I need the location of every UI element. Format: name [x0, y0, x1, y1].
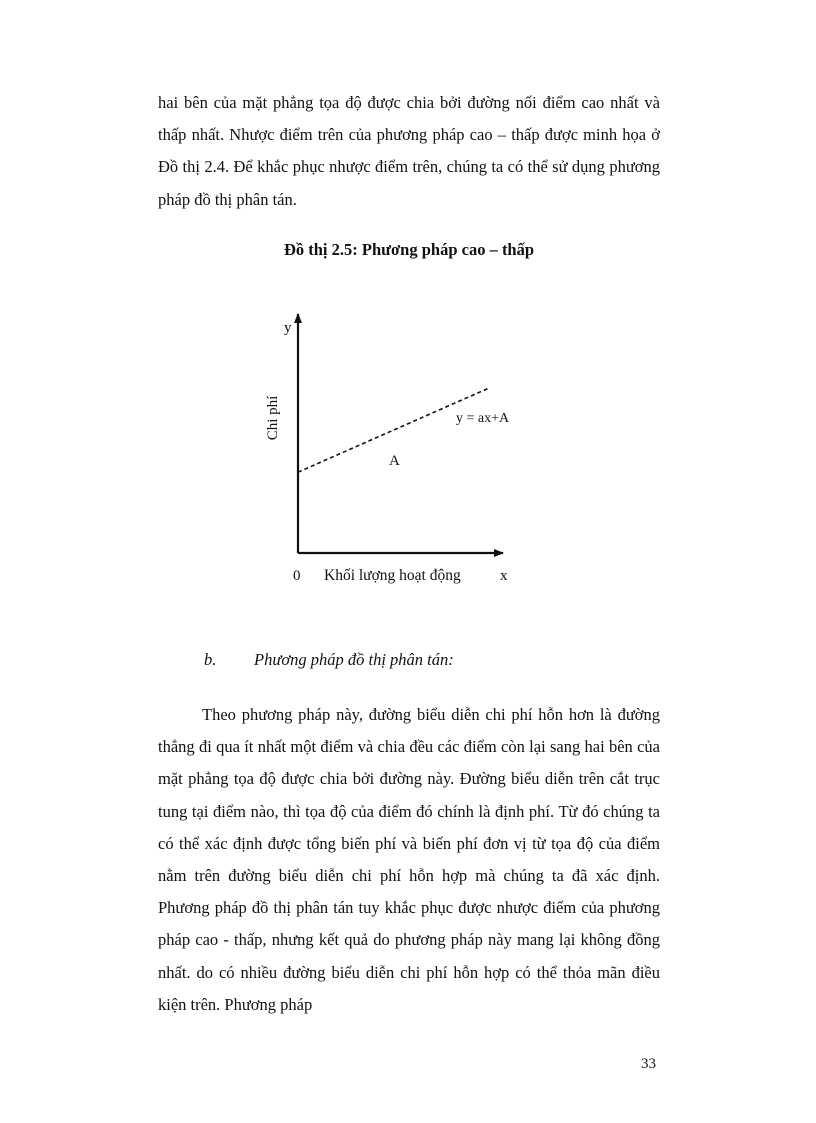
paragraph-top: hai bên của mặt phẳng tọa độ được chia bởi đường nối điểm cao nhất và thấp nhất. Nhược điểm trên của phương pháp cao – thấp được minh họa ở Đồ thị 2.4. Để khắc phục nhược điểm trên, chúng ta có thể sử dụng phương pháp đồ thị phân tán.	[158, 93, 660, 209]
x-axis-name: x	[500, 568, 508, 584]
figure-title: Đồ thị 2.5: Phương pháp cao – thấp	[283, 240, 535, 259]
line-equation-label: y = ax+A	[456, 411, 510, 426]
section-number: b.	[204, 650, 217, 669]
section-title: Phương pháp đồ thị phân tán:	[254, 650, 454, 669]
x-axis-label: Khối lượng hoạt động	[324, 567, 461, 584]
section-heading	[204, 650, 454, 670]
y-axis-name: y	[284, 320, 292, 336]
y-axis-label: Chi phí	[265, 395, 281, 441]
origin-label: 0	[293, 568, 301, 584]
page-number: 33	[641, 1056, 656, 1072]
intercept-label: A	[389, 453, 400, 469]
paragraph-bottom: Theo phương pháp này, đường biểu diễn chi phí hỗn hơn là đường thẳng đi qua ít nhất một điểm và chia đều các điểm còn lại sang hai bên của mặt phẳng tọa độ được chia bởi đường này. Đường biểu diễn trên cắt trục tung tại điểm nào, thì tọa độ của điểm đó chính là định phí. Từ đó chúng ta có thể xác định được tổng biến phí và biến phí đơn vị từ tọa độ của điểm nằm trên đường biểu diễn chi phí hỗn hợp mà chúng ta đã xác định. Phương pháp đồ thị phân tán tuy khắc phục được nhược điểm của phương pháp cao - thấp, nhưng kết quả do phương pháp này mang lại không đồng nhất. do có nhiều đường biểu diễn chi phí hỗn hợp có thể thỏa mãn điều kiện trên. Phương pháp	[158, 705, 660, 1014]
